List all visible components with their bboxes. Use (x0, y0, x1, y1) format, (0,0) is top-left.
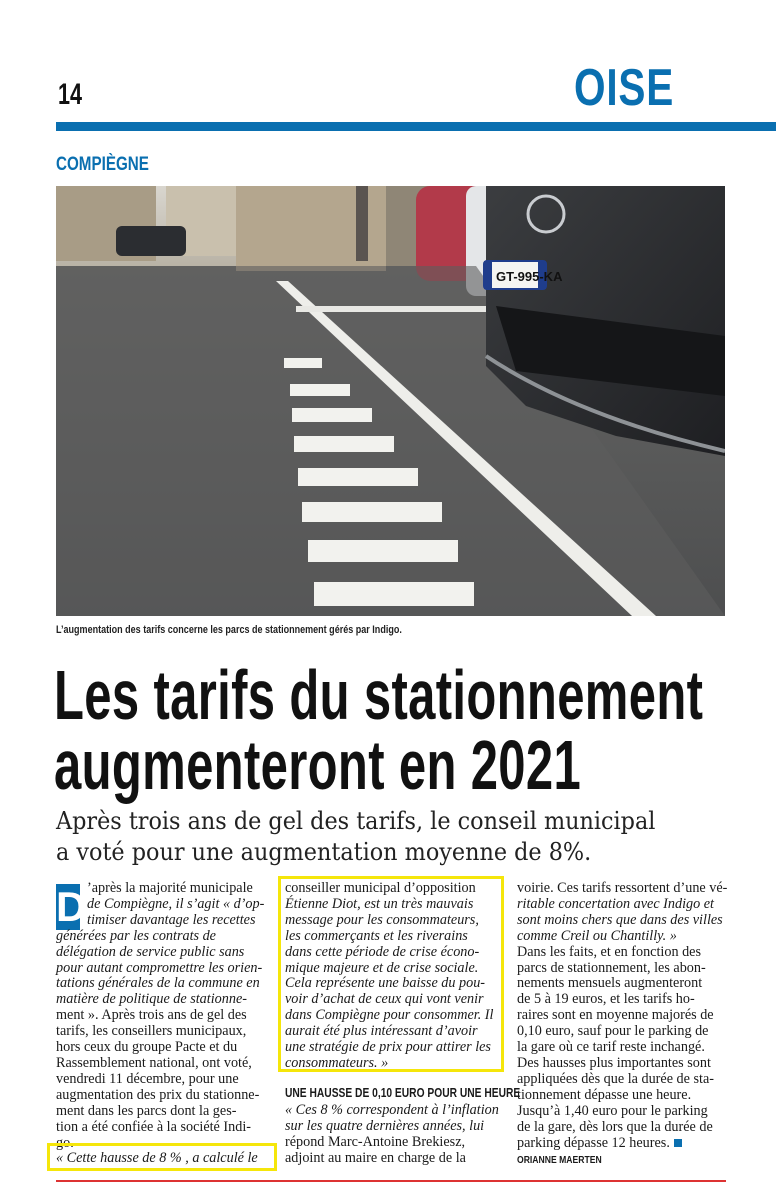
headline-line-2: augmenteront en 2021 (54, 726, 582, 804)
text-line: sur les quatre dernières années, lui (285, 1117, 485, 1134)
text-line: ’après la majorité municipale (87, 880, 253, 896)
bottom-rule (56, 1180, 726, 1182)
text-line: une stratégie de prix pour attirer les (285, 1039, 491, 1056)
text-line: mique majeure et de crise sociale. (285, 959, 479, 976)
deck-line-2: a voté pour une augmentation moyenne de 8%. (56, 838, 592, 866)
text-line: « Ces 8 % correspondent à l’inflation (285, 1101, 499, 1118)
byline: ORIANNE MAERTEN (517, 1154, 602, 1167)
article-column-1 (56, 881, 267, 1167)
text-line: générées par les contrats de (56, 927, 216, 944)
text-line: parking dépasse 12 heures. (517, 1134, 670, 1151)
text-line: 0,10 euro, sauf pour le parking de (517, 1023, 709, 1040)
highlight-box-quote-start (47, 1143, 277, 1171)
text-line: Rassemblement national, ont voté, (56, 1054, 252, 1071)
text-line: voirie. Ces tarifs ressortent d’une vé- (517, 880, 728, 896)
text-line: tarifs, les conseillers municipaux, (56, 1023, 247, 1040)
text-line: sont moins chers que dans des villes (517, 911, 723, 928)
text-line: de Compiègne, il s’agit « d’op- (87, 895, 265, 912)
text-line: comme Creil ou Chantilly. » (517, 927, 677, 944)
section-rule (56, 122, 776, 131)
text-line: consommateurs. » (285, 1054, 389, 1071)
text-line: voir d’achat de ceux qui vont venir (285, 991, 484, 1008)
text-line: dans Compiègne pour consommer. Il (285, 1007, 494, 1024)
text-line: raires sont en moyenne majorés de (517, 1007, 714, 1024)
text-line: ment ». Après trois ans de gel des (56, 1007, 247, 1024)
text-line: aurait été plus intéressant d’avoir (285, 1023, 478, 1040)
text-line: ment dans les parcs dont la ges- (56, 1102, 237, 1119)
text-line: de 5 à 19 euros, et les tarifs ho- (517, 991, 695, 1008)
deck-line-1: Après trois ans de gel des tarifs, le conseil municipal (56, 807, 656, 835)
deck (56, 806, 656, 868)
text-line: Dans les faits, et en fonction des (517, 943, 701, 960)
text-line: Cela représente une baisse du pou- (285, 975, 486, 992)
text-line: augmentation des prix du stationne- (56, 1086, 260, 1103)
text-line: de la gare, dès lors que la durée de (517, 1118, 713, 1135)
end-mark-icon (674, 1139, 682, 1147)
text-line: go. (56, 1134, 74, 1151)
text-line: tations générales de la commune en (56, 975, 260, 992)
section-title: OISE (574, 59, 675, 117)
text-line: conseiller municipal d’opposition (285, 880, 476, 896)
text-line-last (517, 1136, 726, 1152)
dropcap: D (56, 883, 87, 930)
text-line: nements mensuels augmenteront (517, 975, 703, 992)
text-line: la gare où ce tarif reste inchangé. (517, 1039, 705, 1056)
text-line: tionnement dépasse une heure. (517, 1086, 692, 1103)
text-line: délégation de service public sans (56, 943, 245, 960)
street-parking-photo (56, 186, 725, 616)
text-line: timiser davantage les recettes (87, 911, 256, 928)
text-line: Jusqu’à 1,40 euro pour le parking (517, 1102, 708, 1119)
article-column-3 (517, 881, 726, 1169)
text-line: matière de politique de stationne- (56, 991, 247, 1008)
text-line: Des hausses plus importantes sont (517, 1054, 711, 1071)
kicker: COMPIÈGNE (56, 154, 149, 175)
highlight-box-quote (278, 876, 504, 1072)
article-photo (56, 186, 725, 616)
text-line: dans cette période de crise écono- (285, 943, 480, 960)
text-line: message pour les consommateurs, (285, 911, 479, 928)
license-plate: GT-995-KA (496, 269, 563, 284)
text-line: vendredi 11 décembre, pour une (56, 1070, 239, 1087)
text-line: hors ceux du groupe Pacte et du (56, 1039, 238, 1056)
article-subhead: UNE HAUSSE DE 0,10 EURO POUR UNE HEURE (285, 1085, 521, 1100)
text-line: Étienne Diot, est un très mauvais (285, 895, 474, 912)
text-line: répond Marc-Antoine Brekiesz, (285, 1133, 466, 1150)
text-line: pour autant compromettre les orien- (56, 959, 263, 976)
text-line: adjoint au maire en charge de la (285, 1149, 466, 1166)
text-line: appliquées dès que la durée de sta- (517, 1070, 714, 1087)
text-line: les commerçants et les riverains (285, 927, 468, 944)
page-number: 14 (58, 78, 83, 111)
headline-line-1: Les tarifs du stationnement (54, 656, 704, 734)
text-line: parcs de stationnement, les abon- (517, 959, 706, 976)
text-line: « Cette hausse de 8 % , a calculé le (56, 1150, 258, 1167)
text-line: ritable concertation avec Indigo et (517, 895, 714, 912)
photo-caption: L’augmentation des tarifs concerne les parcs de stationnement gérés par Indigo. (56, 624, 402, 636)
headline (54, 656, 740, 804)
text-line: tion a été confiée à la société Indi- (56, 1118, 251, 1135)
